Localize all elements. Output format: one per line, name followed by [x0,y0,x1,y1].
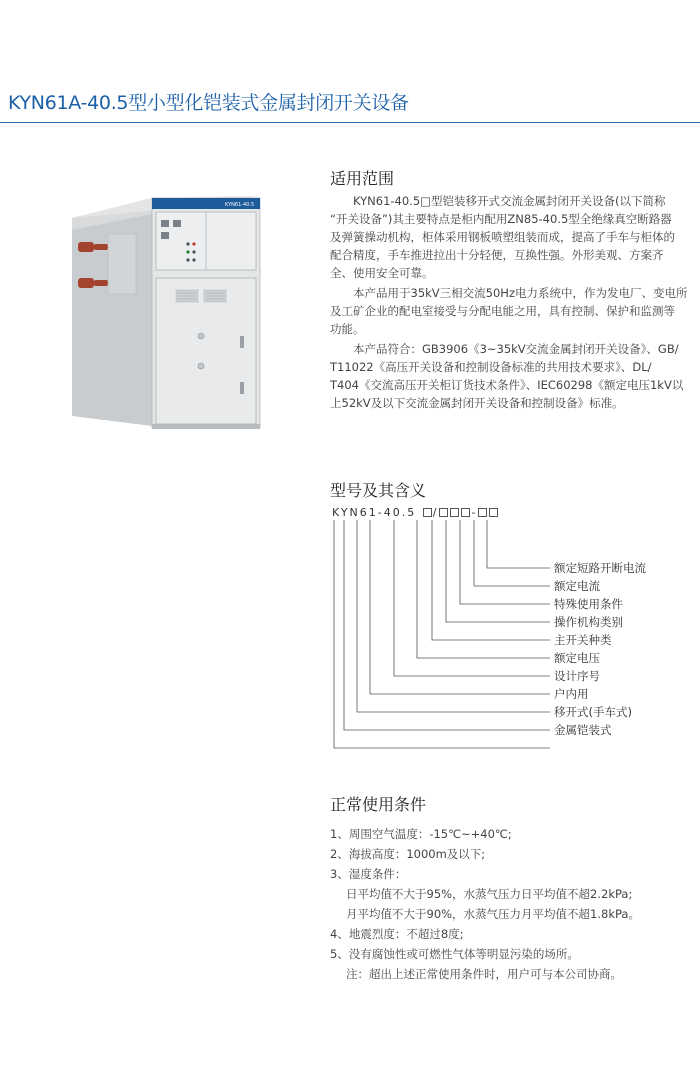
model-label: 户内用 [554,687,589,701]
condition-item: 5、没有腐蚀性或可燃性气体等明显污染的场所。 [330,947,579,961]
model-code-prefix: KYN61-40.5 [332,506,417,519]
scope-p1-line: KYN61-40.5□型铠装移开式交流金属封闭开关设备(以下简称 [353,194,666,208]
condition-item: 2、海拔高度：1000m及以下; [330,847,486,861]
scope-p2-line: 及工矿企业的配电室接受与分配电能之用，具有控制、保护和监测等 [330,304,675,318]
leader-line [487,520,550,568]
condition-item: 3、湿度条件： [330,867,407,881]
scope-p1-line: 及弹簧操动机构，柜体采用钢板喷塑组装而成，提高了手车与柜体的 [330,230,675,244]
code-slot [489,508,498,517]
scope-p2-line: 本产品用于35kV三相交流50Hz电力系统中，作为发电厂、变电所 [353,286,688,300]
condition-subitem: 日平均值不大于95%，水蒸气压力日平均值不超2.2kPa; [346,887,633,901]
model-label: 主开关种类 [554,633,612,647]
leader-line [357,520,550,712]
leader-line [474,520,550,586]
conditions-heading: 正常使用条件 [330,795,427,814]
condition-subitem: 月平均值不大于90%，水蒸气压力月平均值不超1.8kPa。 [346,907,640,921]
code-slot [478,508,487,517]
model-heading: 型号及其含义 [330,481,427,500]
scope-paragraph-1 [330,192,692,282]
code-slot [461,508,470,517]
scope-p3-line: 本产品符合：GB3906《3~35kV交流金属封闭开关设备》、GB/ [353,342,679,356]
scope-paragraph-3 [330,340,692,412]
leader-line [417,520,550,658]
scope-heading: 适用范围 [330,169,395,188]
scope-p1-line: “开关设备”)其主要特点是柜内配用ZN85-40.5型全绝缘真空断路器 [330,212,672,226]
condition-item: 4、地震烈度：不超过8度; [330,927,464,941]
switchgear-cabinet-image [70,186,270,432]
scope-p1-line: 配合精度，手车推进拉出十分轻便，互换性强。外形美观、方案齐 [330,248,664,262]
model-label: 金属铠装式 [554,723,612,737]
code-slot [423,508,432,517]
page-title: KYN61A-40.5型小型化铠装式金属封闭开关设备 [8,92,409,114]
code-slot [439,508,448,517]
scope-paragraph-2 [330,284,692,338]
model-label: 额定短路开断电流 [554,561,646,575]
condition-item: 1、周围空气温度：-15℃~+40℃; [330,827,512,841]
leader-line [446,520,550,622]
scope-p3-line: T404《交流高压开关柜订货技术条件》、IEC60298《额定电压1kV以 [330,378,684,392]
model-label: 移开式(手车式) [554,705,632,719]
leader-line [394,520,550,676]
scope-p3-line: 上52kV及以下交流金属封闭开关设备和控制设备》标准。 [330,396,624,410]
title-divider [0,122,700,123]
scope-p1-line: 全、使用安全可靠。 [330,266,434,280]
code-slot [450,508,459,517]
cabinet-name-text: KYN61-40.5 [225,202,255,208]
scope-p3-line: T11022《高压开关设备和控制设备标准的共用技术要求》、DL/ [330,360,652,374]
leader-line [344,520,550,730]
model-label: 操作机构类别 [554,615,623,629]
leader-line [460,520,550,604]
scope-p2-line: 功能。 [330,322,365,336]
model-label: 额定电流 [554,579,600,593]
leader-line [334,520,550,748]
cabinet-side-panel [72,198,152,426]
condition-note: 注：超出上述正常使用条件时，用户可与本公司协商。 [346,967,622,981]
leader-line [432,520,550,640]
leader-line [370,520,550,694]
model-code: KYN61-40.5 / - [332,506,499,519]
model-label: 设计序号 [554,669,600,683]
model-label: 额定电压 [554,651,600,665]
model-label: 特殊使用条件 [554,597,623,611]
